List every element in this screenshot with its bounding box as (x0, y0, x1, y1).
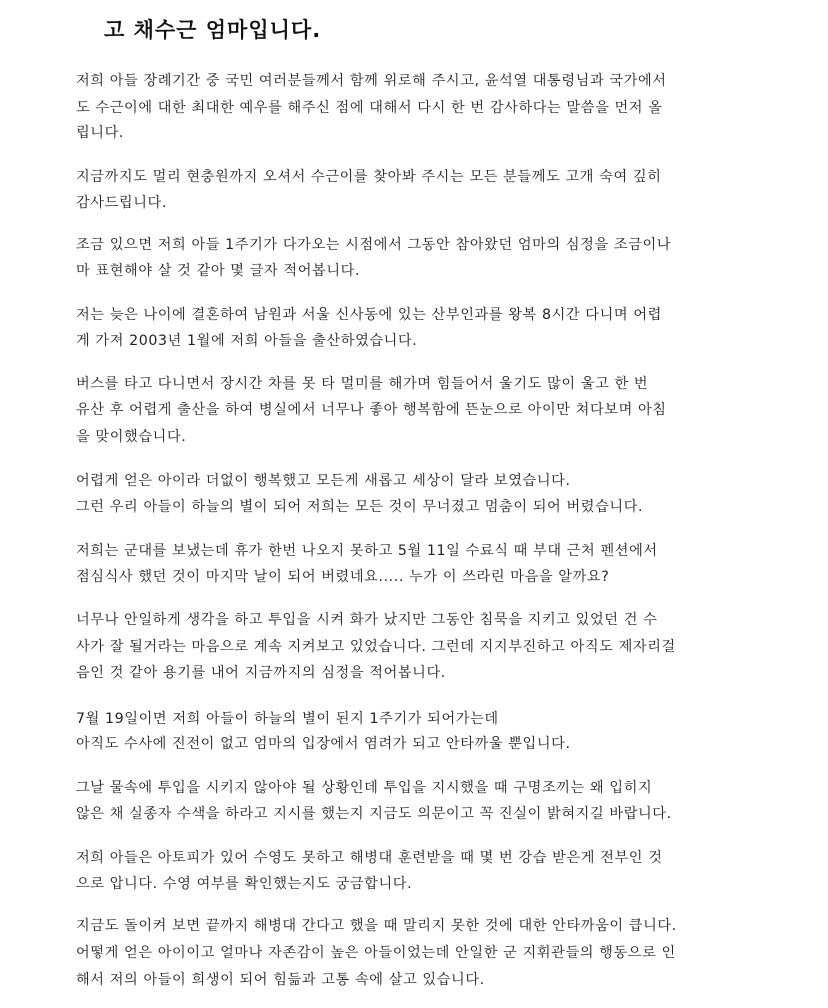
body-text-line: 않은 채 실종자 수색을 하라고 지시를 했는지 지금도 의문이고 꼭 진실이 밝혀지길 바랍니다. (76, 806, 672, 822)
body-text-line: 해서 저의 아들이 희생이 되어 힘듦과 고통 속에 살고 있습니다. (76, 972, 485, 988)
body-text-line: 저희 아들은 아토피가 있어 수영도 못하고 해병대 훈련받을 때 몇 번 강습 받은게 전부인 것 (76, 850, 663, 866)
body-text-line: 어렵게 얻은 아이라 더없이 행복했고 모든게 새롭고 세상이 달라 보였습니다. (76, 473, 571, 489)
body-text-line: 버스를 타고 다니면서 장시간 차를 못 타 멀미를 해가며 힘들어서 울기도 많이 울고 한 번 (76, 376, 649, 392)
document-title: 고 채수근 엄마입니다. (104, 18, 322, 42)
body-text-line: 을 맞이했습니다. (76, 429, 187, 445)
body-text-line: 그런 우리 아들이 하늘의 별이 되어 저희는 모든 것이 무너졌고 멈춤이 되어 버렸습니다. (76, 499, 644, 515)
body-text-line: 7월 19일이면 저희 아들이 하늘의 별이 된지 1주기가 되어가는데 (76, 711, 499, 727)
body-text-line: 지금까지도 멀리 현충원까지 오셔서 수근이를 찾아봐 주시는 모든 분들께도 고개 숙여 깊히 (76, 169, 662, 185)
body-text-line: 어떻게 얻은 아이이고 얼마나 자존감이 높은 아들이었는데 안일한 군 지휘관들의 행동으로 인 (76, 945, 676, 961)
body-text-line: 유산 후 어렵게 출산을 하여 병실에서 너무나 좋아 행복함에 뜬눈으로 아이만 쳐다보며 아침 (76, 402, 667, 418)
body-text-line: 음인 것 같아 용기를 내어 지금까지의 심정을 적어봅니다. (76, 665, 446, 681)
body-text-line: 저는 늦은 나이에 결혼하여 남원과 서울 신사동에 있는 산부인과를 왕복 8시간 다니며 어렵 (76, 307, 662, 323)
body-text-line: 저희는 군대를 보냈는데 휴가 한번 나오지 못하고 5월 11일 수료식 때 부대 근처 펜션에서 (76, 543, 658, 559)
body-text-line: 지금도 돌이켜 보면 끝까지 해병대 간다고 했을 때 말리지 못한 것에 대한 안타까움이 큽니다. (76, 918, 677, 934)
body-text-line: 감사드립니다. (76, 195, 167, 211)
body-text-line: 그날 물속에 투입을 시키지 않아야 될 상황인데 투입을 지시했을 때 구명조끼는 왜 입히지 (76, 780, 653, 796)
body-text-line: 너무나 안일하게 생각을 하고 투입을 시켜 화가 났지만 그동안 침묵을 지키고 있었던 건 수 (76, 612, 658, 628)
body-text-line: 으로 압니다. 수영 여부를 확인했는지도 궁금합니다. (76, 876, 413, 892)
body-text-line: 도 수근이에 대한 최대한 예우를 해주신 점에 대해서 다시 한 번 감사하다는 말씀을 먼저 올 (76, 100, 663, 116)
body-text-line: 게 가져 2003년 1월에 저희 아들을 출산하였습니다. (76, 333, 418, 349)
body-text-line: 사가 잘 될거라는 마음으로 계속 지켜보고 있었습니다. 그런데 지지부진하고 아직도 제자리걸 (76, 639, 676, 655)
body-text-line: 립니다. (76, 125, 125, 141)
body-text-line: 점심식사 했던 것이 마지막 날이 되어 버렸네요..... 누가 이 쓰라린 마음을 알까요? (76, 569, 610, 585)
body-text-line: 조금 있으면 저희 아들 1주기가 다가오는 시점에서 그동안 참아왔던 엄마의 심정을 조금이나 (76, 237, 672, 253)
body-text-line: 마 표현해야 살 것 같아 몇 글자 적어봅니다. (76, 263, 361, 279)
body-text-line: 저희 아들 장례기간 중 국민 여러분들께서 함께 위로해 주시고, 윤석열 대통령님과 국가에서 (76, 73, 667, 89)
body-text-line: 아직도 수사에 진전이 없고 엄마의 입장에서 염려가 되고 안타까울 뿐입니다. (76, 736, 571, 752)
